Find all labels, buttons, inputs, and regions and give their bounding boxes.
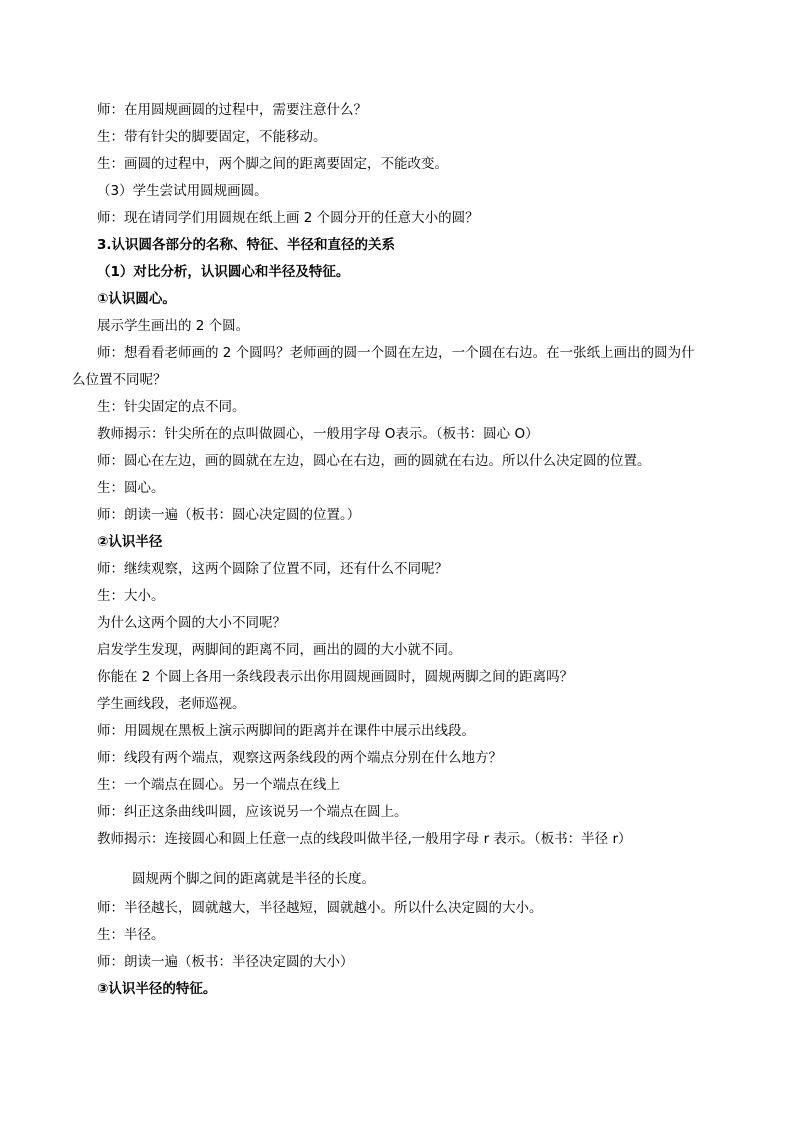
text-line: 师：纠正这条曲线叫圆，应该说另一个端点在圆上。 — [97, 804, 408, 820]
text-line: 你能在 2 个圆上各用一条线段表示出你用圆规画圆时，圆规两脚之间的距离吗？ — [97, 669, 574, 685]
text-line: 学生画线段，老师巡视。 — [97, 696, 246, 712]
subsection-heading: ②认识半径 — [97, 534, 163, 550]
subsection-heading: （1）对比分析，认识圆心和半径及特征。 — [97, 264, 350, 280]
text-line: 展示学生画出的 2 个圆。 — [97, 318, 250, 334]
text-line: 为什么这两个圆的大小不同呢？ — [97, 615, 286, 631]
text-line: 师：朗读一遍（板书：半径决定圆的大小） — [97, 954, 354, 970]
text-line: 师：半径越长，圆就越大，半径越短，圆就越小。所以什么决定圆的大小。 — [97, 900, 543, 916]
text-line: 启发学生发现，两脚间的距离不同，画出的圆的大小就不同。 — [97, 642, 462, 658]
text-line: 生：针尖固定的点不同。 — [97, 399, 246, 415]
text-line: 师：朗读一遍（板书：圆心决定圆的位置。） — [97, 507, 361, 523]
text-line: 生：圆心。 — [97, 480, 165, 496]
subsection-heading: ①认识圆心。 — [97, 291, 176, 307]
text-line: 师：用圆规在黑板上演示两脚间的距离并在课件中展示出线段。 — [97, 723, 475, 739]
text-line: 圆规两个脚之间的距离就是半径的长度。 — [132, 871, 375, 887]
subsection-heading: ③认识半径的特征。 — [97, 981, 217, 997]
text-line: 师：想看看老师画的 2 个圆吗？老师画的圆一个圆在左边，一个圆在右边。在一张纸上画出的圆为什 — [97, 345, 695, 361]
text-line: 生：半径。 — [97, 927, 165, 943]
text-line: 教师揭示：连接圆心和圆上任意一点的线段叫做半径,一般用字母 r 表示。（板书：半径 r） — [97, 831, 632, 847]
text-line: 教师揭示：针尖所在的点叫做圆心，一般用字母 O表示。（板书：圆心 O） — [97, 426, 539, 442]
text-line: 生：画圆的过程中，两个脚之间的距离要固定，不能改变。 — [97, 156, 448, 172]
text-line: 师：圆心在左边，画的圆就在左边，圆心在右边，画的圆就在右边。所以什么决定圆的位置。 — [97, 453, 651, 469]
text-line: （3）学生尝试用圆规画圆。 — [97, 183, 268, 199]
text-line: 师：在用圆规画圆的过程中，需要注意什么？ — [97, 102, 367, 118]
text-line: 生：带有针尖的脚要固定，不能移动。 — [97, 129, 327, 145]
text-line: 师：继续观察，这两个圆除了位置不同，还有什么不同呢？ — [97, 561, 448, 577]
text-line-continuation: 么位置不同呢？ — [72, 372, 167, 388]
text-line: 师：线段有两个端点，观察这两条线段的两个端点分别在什么地方？ — [97, 750, 502, 766]
text-line: 师：现在请同学们用圆规在纸上画 2 个圆分开的任意大小的圆？ — [97, 210, 479, 226]
text-line: 生：一个端点在圆心。另一个端点在线上 — [97, 777, 340, 793]
section-heading: 3.认识圆各部分的名称、特征、半径和直径的关系 — [97, 237, 396, 253]
text-line: 生：大小。 — [97, 588, 165, 604]
